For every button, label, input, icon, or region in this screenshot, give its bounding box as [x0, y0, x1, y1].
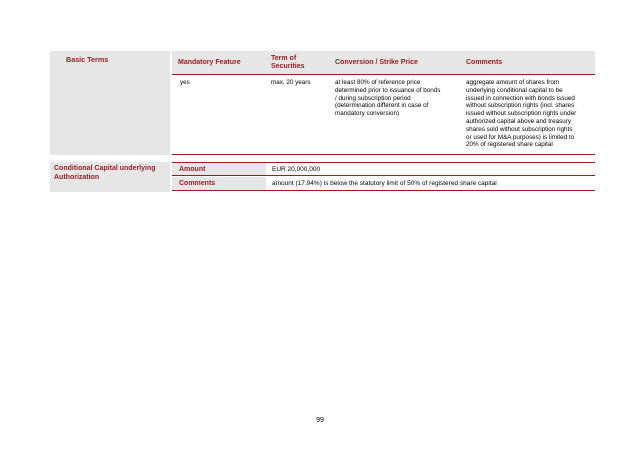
conditional-capital-comments-row — [172, 177, 595, 191]
basic-terms-label — [50, 51, 170, 155]
comments-key: Comments — [172, 177, 266, 190]
conditional-capital-label — [50, 162, 170, 192]
conversion-line: determined prior to issuance of bonds — [335, 86, 441, 94]
conversion-line: (determination different in case of — [335, 102, 429, 110]
comments-value: amount (17.94%) is below the statutory limit of 50% of registered share capital — [272, 180, 497, 187]
comments-line: without subscription rights (incl. shares — [466, 102, 575, 110]
comments-line: aggregate amount of shares from — [466, 79, 560, 86]
conversion-line: at least 80% of reference price — [335, 79, 421, 86]
conditional-capital-amount-row — [172, 162, 595, 176]
comments-line: issued in connection with bonds issued — [466, 94, 575, 102]
conversion-line: / during subscription period — [335, 94, 411, 102]
comments-line: authorized capital above and treasury — [466, 117, 572, 125]
comments-line: shares sold without subscription rights — [466, 125, 573, 133]
cell-mandatory-feature: yes — [180, 79, 190, 86]
header-term-line2: Securities — [271, 63, 305, 70]
basic-terms-label-text: Basic Terms — [66, 55, 109, 64]
conditional-capital-label-line1: Conditional Capital underlying — [54, 165, 156, 172]
header-term-of-securities — [271, 55, 304, 71]
conditional-capital-label-line2: Authorization — [54, 173, 100, 181]
cell-term: max. 20 years — [271, 79, 311, 86]
header-term-line1: Term of — [271, 55, 297, 62]
conversion-line: mandatory conversion) — [335, 110, 400, 118]
comments-line: or used for M&A purposes) is limited to — [466, 133, 575, 141]
header-mandatory-feature: Mandatory Feature — [178, 59, 241, 66]
cell-comments — [466, 79, 576, 149]
comments-line: issued without subscription rights under — [466, 110, 577, 118]
basic-terms-data-row — [172, 74, 595, 155]
comments-line: underlying conditional capital to be — [466, 86, 563, 94]
comments-line: 20% of registered share capital — [466, 141, 553, 149]
page-number: 99 — [316, 417, 324, 424]
amount-value: EUR 20,000,000 — [272, 166, 321, 173]
header-conversion-strike-price: Conversion / Strike Price — [335, 59, 418, 66]
basic-terms-header-row — [172, 51, 595, 74]
header-comments: Comments — [466, 59, 503, 66]
amount-key: Amount — [172, 163, 266, 175]
cell-conversion — [335, 79, 440, 118]
